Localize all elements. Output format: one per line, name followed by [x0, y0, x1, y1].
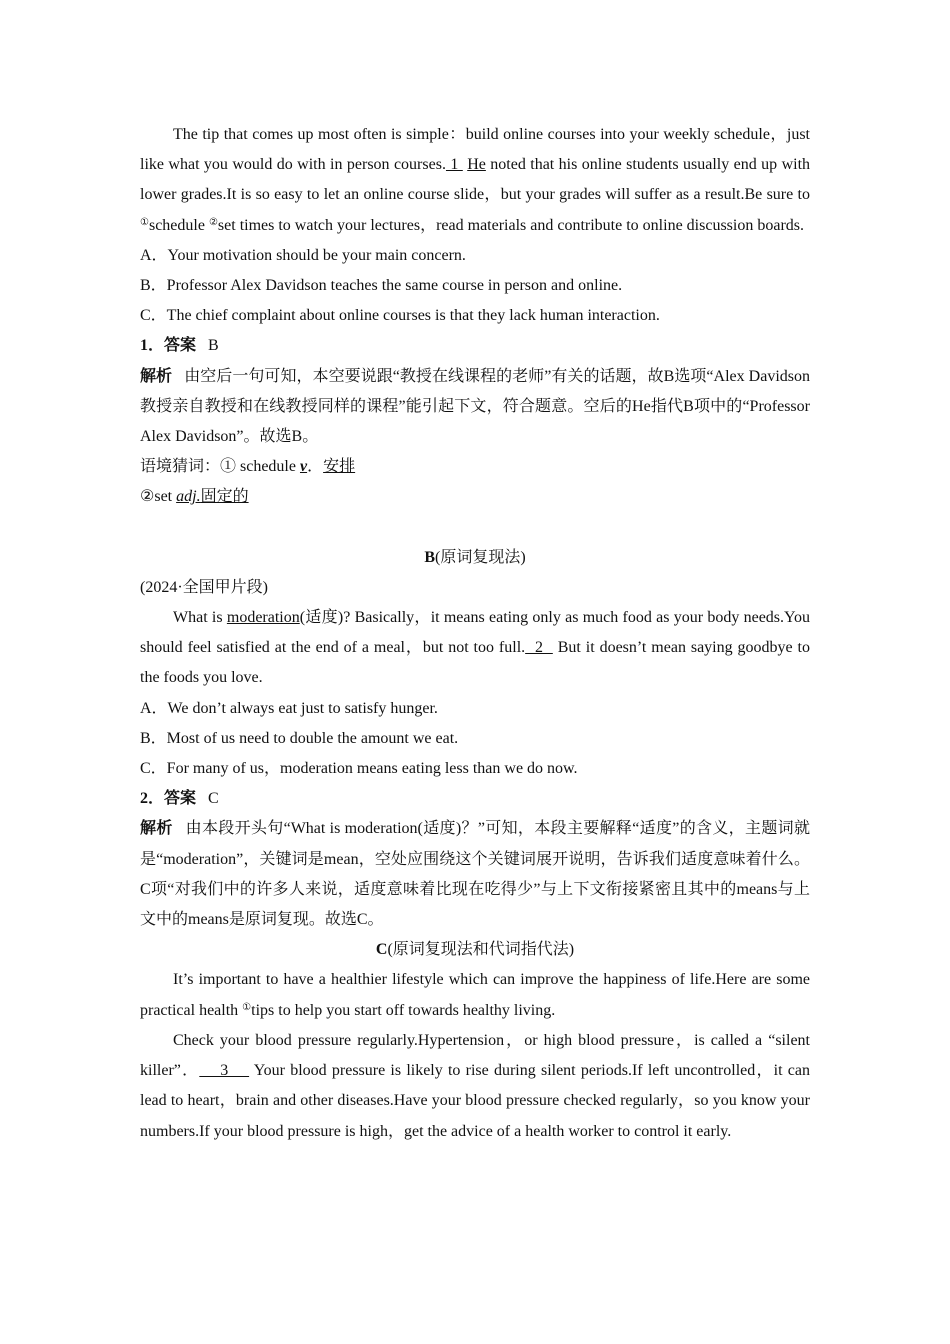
text-run: But it doesn’t mean saying goodbye to the foods you love.: [140, 639, 811, 687]
answer-label: 2．答案: [140, 790, 197, 808]
option-a: A．We don’t always eat just to satisfy hunger.: [140, 699, 438, 717]
answer-value: B: [208, 337, 219, 355]
section-b-heading: [140, 543, 810, 573]
vocab-guess-1: [140, 452, 810, 482]
analysis-text: 由本段开头句“What is moderation(适度)？”可知，本段主要解释“适度”的含义，主题词就是“moderation”，关键词是mean，空处应围绕这个关键词展开说明，告诉我们适度意味着什么。C项“对我们中的许多人来说，适度意味着比现在吃得少”与上下文衔接紧密且其中的means与上文中的means是原词复现。故选C。: [140, 820, 810, 929]
text-run: schedule: [148, 216, 209, 234]
vocab-prefix: ②set: [140, 488, 177, 506]
vocab-meaning: 固定的: [200, 488, 249, 506]
section-b-paragraph: [140, 603, 810, 694]
vocab-pos: adj.: [176, 488, 201, 506]
answer-label: 1．答案: [140, 337, 197, 355]
answer-1: [140, 331, 810, 361]
analysis-label: 解析: [140, 367, 173, 385]
section-b-source: (2024·全国甲片段): [140, 578, 268, 596]
section-title: (原词复现法和代词指代法): [387, 941, 575, 959]
blank-1: 1: [445, 156, 463, 174]
analysis-1: [140, 362, 810, 453]
section-title: (原词复现法): [435, 548, 526, 566]
analysis-2: [140, 814, 810, 935]
vocab-guess-2: [140, 482, 810, 512]
option-a: A．Your motivation should be your main concern.: [140, 246, 466, 264]
vocab-pos: v: [299, 458, 308, 476]
text-run: What is: [173, 609, 227, 627]
blank-2: 2: [525, 639, 553, 657]
pronoun-he: He: [467, 156, 486, 174]
option-c: C．For many of us，moderation means eating less than we do now.: [140, 760, 578, 778]
option-b: B．Professor Alex Davidson teaches the same course in person and online.: [140, 277, 623, 295]
vocab-meaning: 安排: [323, 458, 356, 476]
vocab-label: 语境猜词：① schedule: [140, 458, 300, 476]
marker-1: ①: [242, 1001, 252, 1013]
section-letter: B: [424, 548, 435, 566]
option-c: C．The chief complaint about online courses is that they lack human interaction.: [140, 307, 660, 325]
marker-2: ②: [208, 216, 218, 228]
option-b: B．Most of us need to double the amount we eat.: [140, 729, 459, 747]
answer-value: C: [208, 790, 219, 808]
marker-1: ①: [140, 216, 149, 228]
section-c-paragraph-2: [140, 1026, 810, 1147]
text-run: (适度)? Basically，it means eating only as much food as your body needs.You should feel satisfied at the end of a meal，but not too full.: [140, 609, 810, 657]
text-run: The tip that comes up most often is simple：build online courses into your weekly schedule，just like what you would do with in person courses.: [140, 126, 810, 174]
text-run: set times to watch your lectures，read materials and contribute to online discussion boards.: [217, 216, 804, 234]
text-run: tips to help you start off towards healthy living.: [251, 1001, 556, 1019]
answer-2: [140, 784, 810, 814]
text-run: Check your blood pressure regularly.Hypertension，or high blood pressure，is called a “silent killer”．: [140, 1031, 810, 1080]
keyword-moderation: moderation: [226, 609, 300, 627]
text-run: Your blood pressure is likely to rise during silent periods.If left uncontrolled，it can lead to heart，brain and other diseases.Have your blood pressure checked regularly，so you know your numbers.If your blood pressure is high，get the advice of a health worker to control it early.: [140, 1062, 811, 1140]
document-page: [140, 120, 810, 1147]
section-c-paragraph-1: [140, 965, 810, 1025]
vocab-sep: ．: [307, 458, 324, 476]
passage-a-paragraph: [140, 120, 810, 241]
section-c-heading: [140, 935, 810, 965]
text-run: It’s important to have a healthier lifestyle which can improve the happiness of life.Here are some practical health: [140, 971, 810, 1019]
blank-3: 3: [199, 1062, 250, 1080]
section-letter: C: [375, 941, 388, 959]
analysis-label: 解析: [140, 820, 173, 838]
analysis-text: 由空后一句可知，本空要说跟“教授在线课程的老师”有关的话题，故B选项“Alex Davidson教授亲自教授和在线教授同样的课程”能引起下文，符合题意。空后的He指代B项中的“Professor Alex Davidson”。故选B。: [140, 367, 810, 446]
text-run: noted that his online students usually end up with lower grades.It is so easy to let an online course slide，but your grades will suffer as a result.Be sure to: [140, 156, 811, 204]
spacer: [140, 513, 810, 543]
